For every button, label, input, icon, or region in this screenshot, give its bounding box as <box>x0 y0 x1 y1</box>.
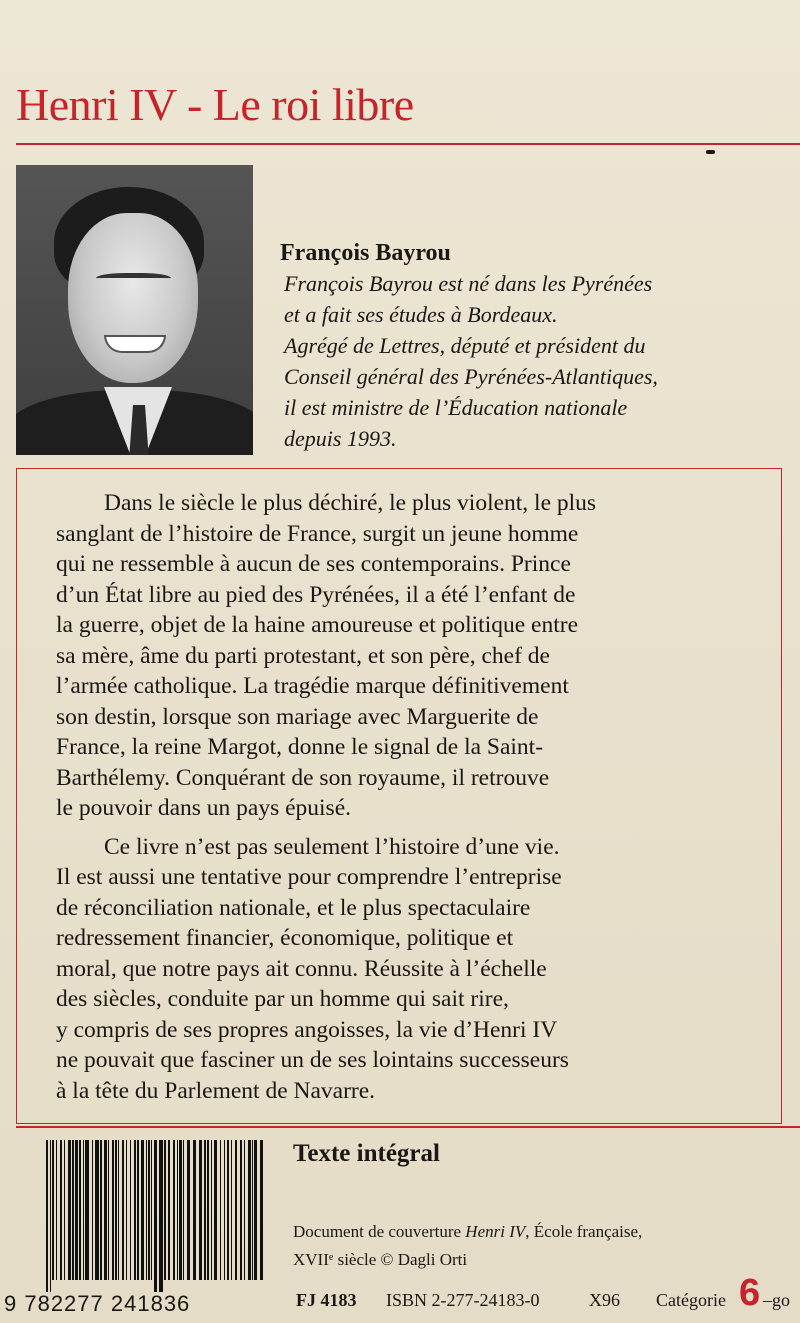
barcode-bar <box>179 1140 182 1280</box>
barcode-bar <box>231 1140 232 1280</box>
barcode-bar <box>100 1140 102 1280</box>
title-divider <box>16 143 800 145</box>
barcode-bar <box>220 1140 221 1280</box>
barcode-bar <box>154 1140 157 1292</box>
bio-line: Conseil général des Pyrénées-Atlantiques, <box>284 364 658 389</box>
author-name: François Bayrou <box>280 240 451 266</box>
fj-code: FJ 4183 <box>296 1290 357 1310</box>
barcode-bar <box>52 1140 54 1280</box>
barcode-bar <box>173 1140 175 1280</box>
cover-credit <box>293 1219 793 1273</box>
barcode-bar <box>159 1140 163 1292</box>
cover-credit-line <box>293 1245 793 1273</box>
barcode-bar <box>112 1140 114 1280</box>
barcode-bar <box>92 1140 93 1280</box>
desc-line: sanglant de l’histoire de France, surgit un jeune homme <box>56 520 579 547</box>
barcode-bar <box>183 1140 184 1280</box>
barcode-bar <box>240 1140 242 1280</box>
category-tail: –go <box>763 1290 790 1310</box>
desc-line: Ce livre n’est pas seulement l’histoire d’une vie. <box>104 833 560 860</box>
cover-credit-line <box>293 1219 793 1245</box>
desc-line: des siècles, conduite par un homme qui sait rire, <box>56 986 509 1012</box>
photo-face-shape <box>68 213 198 383</box>
barcode-bar <box>137 1140 139 1280</box>
desc-line: ne pouvait que fasciner un de ses lointains successeurs <box>56 1047 569 1073</box>
category-label: Catégorie <box>656 1290 726 1310</box>
bottom-divider <box>16 1126 800 1128</box>
barcode-bar <box>204 1140 206 1280</box>
barcode-number: 9 782277 241836 <box>4 1291 191 1316</box>
barcode-bar <box>211 1140 212 1280</box>
barcode-bar <box>104 1140 107 1280</box>
barcode <box>44 1140 270 1292</box>
barcode-bar <box>64 1140 65 1280</box>
barcode-bar <box>130 1140 131 1280</box>
price-code: X96 <box>589 1290 620 1310</box>
decorative-mark <box>706 150 715 154</box>
barcode-bar <box>141 1140 144 1280</box>
category-number: 6 <box>739 1272 761 1314</box>
desc-line: redressement financier, économique, politique et <box>56 925 514 951</box>
bio-line: François Bayrou est né dans les Pyrénées <box>284 271 653 296</box>
barcode-bar <box>214 1140 217 1280</box>
desc-line: qui ne ressemble à aucun de ses contemporains. Prince <box>56 551 571 577</box>
barcode-bar <box>95 1140 99 1280</box>
desc-line: l’armée catholique. La tragédie marque définitivement <box>56 673 569 699</box>
bio-line: depuis 1993. <box>284 426 397 451</box>
barcode-bar <box>151 1140 152 1280</box>
barcode-bar <box>164 1140 166 1280</box>
barcode-bar <box>72 1140 74 1280</box>
barcode-bar <box>83 1140 84 1280</box>
desc-line: de réconciliation nationale, et le plus spectaculaire <box>56 894 531 921</box>
barcode-bar <box>56 1140 57 1280</box>
cover-prefix: Document de couverture <box>293 1222 466 1241</box>
desc-line: moral, que notre pays ait connu. Réussite à l’échelle <box>56 955 547 982</box>
barcode-bar <box>146 1140 147 1280</box>
barcode-bar <box>187 1140 190 1280</box>
desc-line: y compris de ses propres angoisses, la vie d’Henri IV <box>56 1016 558 1043</box>
desc-line: Barthélemy. Conquérant de son royaume, il retrouve <box>56 764 550 791</box>
bio-line: il est ministre de l’Éducation nationale <box>284 395 628 420</box>
desc-line: France, la reine Margot, donne le signal de la Saint- <box>56 734 544 760</box>
barcode-bar <box>108 1140 109 1280</box>
barcode-bar <box>235 1140 237 1280</box>
desc-line: son destin, lorsque son mariage avec Marguerite de <box>56 703 539 730</box>
century-sup: e <box>328 1252 334 1263</box>
cover-suffix: , École française, <box>525 1222 643 1241</box>
desc-line: d’un État libre au pied des Pyrénées, il a été l’enfant de <box>56 581 576 608</box>
barcode-bar <box>207 1140 209 1280</box>
barcode-bar <box>85 1140 89 1280</box>
barcode-bar <box>68 1140 71 1280</box>
isbn: ISBN 2-277-24183-0 <box>386 1290 540 1310</box>
century-rest: siècle © Dagli Orti <box>333 1250 468 1269</box>
barcode-bar <box>134 1140 136 1280</box>
desc-line: sa mère, âme du parti protestant, et son père, chef de <box>56 642 550 669</box>
cover-title: Henri IV <box>465 1222 526 1241</box>
desc-line: Dans le siècle le plus déchiré, le plus violent, le plus <box>104 490 597 516</box>
barcode-bar <box>126 1140 127 1280</box>
author-bio <box>284 268 794 454</box>
integral-text-label: Texte intégral <box>293 1140 440 1167</box>
desc-line: le pouvoir dans un pays épuisé. <box>56 795 352 821</box>
barcode-bar <box>224 1140 225 1280</box>
barcode-bar <box>60 1140 62 1280</box>
barcode-bar <box>50 1140 51 1292</box>
barcode-bar <box>248 1140 251 1280</box>
photo-eyes-shape <box>96 273 171 286</box>
barcode-bar <box>46 1140 48 1292</box>
barcode-bar <box>75 1140 78 1280</box>
barcode-bar <box>254 1140 257 1280</box>
barcode-bar <box>260 1140 263 1280</box>
author-photo <box>16 165 253 455</box>
barcode-bar <box>252 1140 253 1280</box>
barcode-bar <box>79 1140 81 1280</box>
bio-line: et a fait ses études à Bordeaux. <box>284 302 558 327</box>
book-description <box>56 488 776 1106</box>
desc-line: à la tête du Parlement de Navarre. <box>56 1077 376 1104</box>
desc-line: Il est aussi une tentative pour comprendre l’entreprise <box>56 864 562 890</box>
barcode-bar <box>118 1140 119 1280</box>
century-roman: XVII <box>293 1250 329 1269</box>
photo-mouth-shape <box>104 335 166 353</box>
barcode-bar <box>177 1140 178 1280</box>
barcode-bar <box>227 1140 229 1280</box>
barcode-bar <box>122 1140 124 1280</box>
barcode-bar <box>199 1140 202 1280</box>
book-title: Henri IV - Le roi libre <box>16 79 414 130</box>
barcode-bar <box>148 1140 150 1280</box>
barcode-bar <box>168 1140 170 1280</box>
desc-line: la guerre, objet de la haine amoureuse et politique entre <box>56 612 579 638</box>
barcode-bar <box>115 1140 117 1280</box>
barcode-bar <box>193 1140 196 1280</box>
bio-line: Agrégé de Lettres, député et président du <box>284 333 646 358</box>
barcode-bar <box>244 1140 245 1280</box>
